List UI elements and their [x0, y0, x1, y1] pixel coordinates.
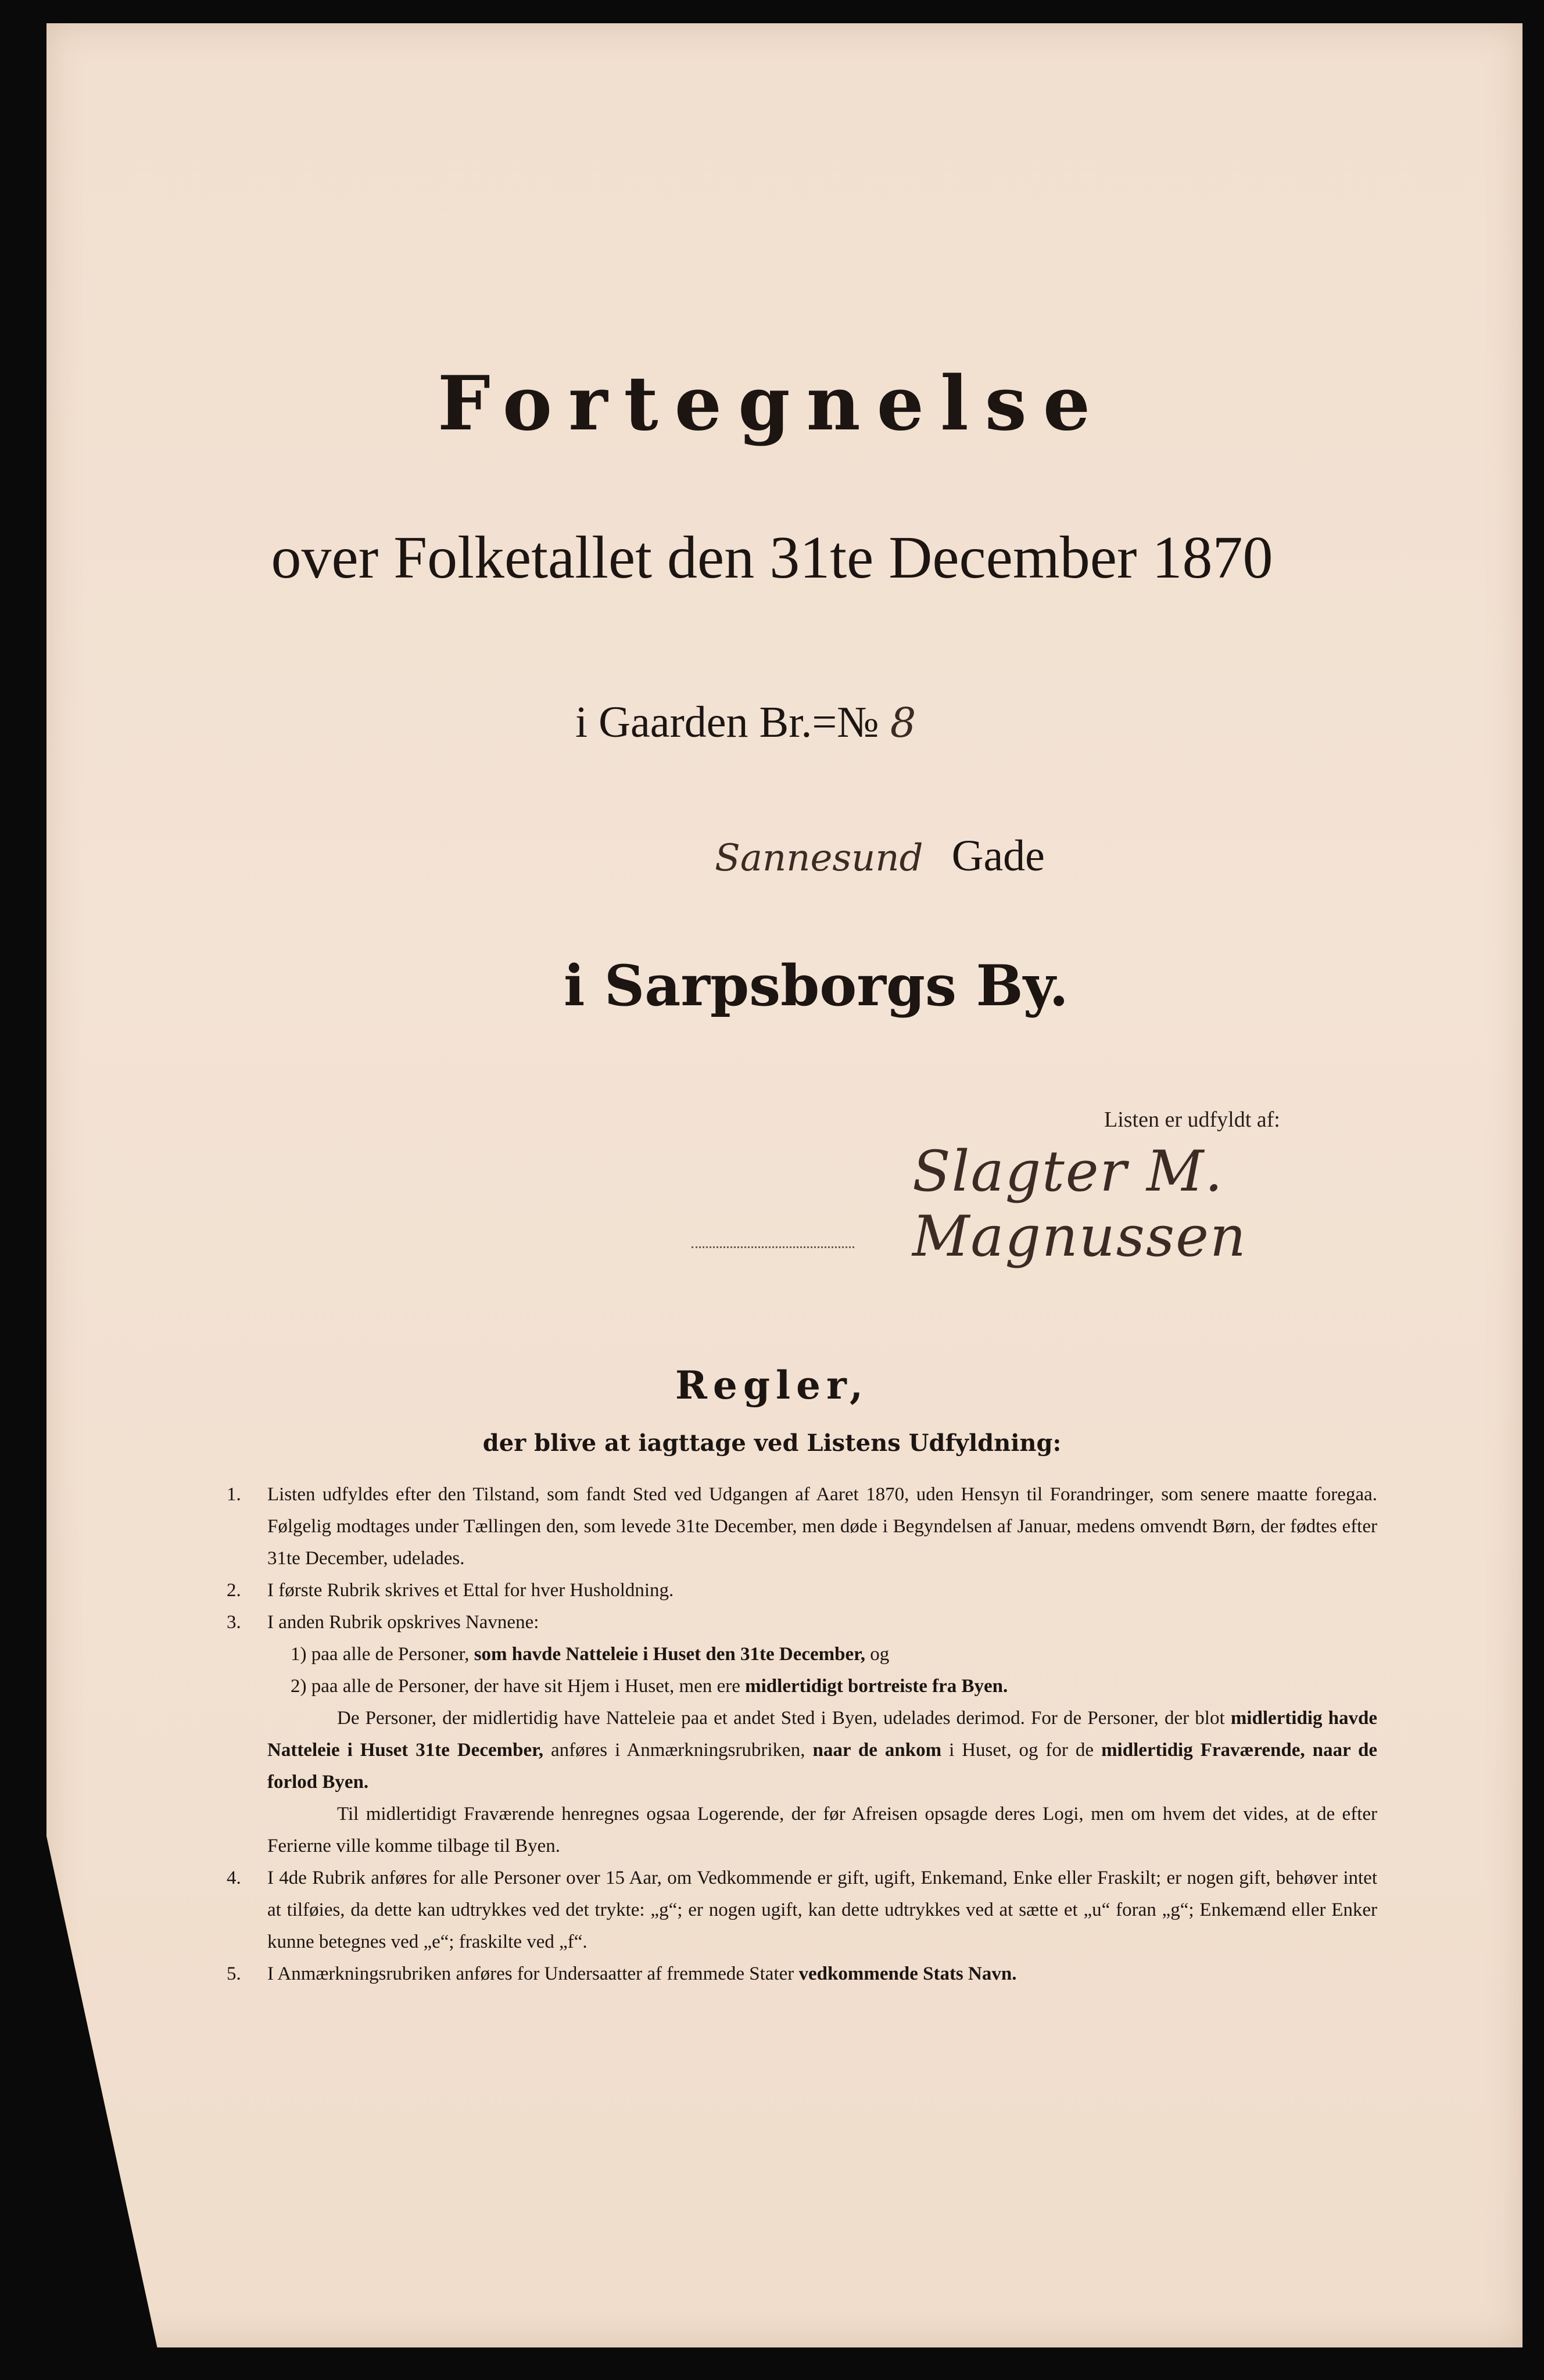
rules-subtitle: der blive at iagttage ved Listens Udfyldning:: [482, 1429, 1062, 1457]
paragraph-emphasis: midlertidig Fraværende, naar de forlod Byen.: [267, 1740, 1378, 1793]
rules-title: Regler,: [675, 1363, 869, 1408]
rule-item: [227, 1862, 1377, 1958]
gaarden-number: 8: [890, 699, 916, 747]
rule-number: 3.: [227, 1612, 241, 1633]
gaarden-label: i Gaarden Br.=№: [575, 698, 879, 747]
rule-number: 4.: [227, 1868, 241, 1888]
filled-by-label: Listen er udfyldt af:: [1104, 1107, 1280, 1132]
paragraph-text: anføres i Anmærkningsrubriken,: [550, 1740, 805, 1761]
city-line: i Sarpsborgs By.: [564, 953, 1069, 1019]
rule-paragraph: [227, 1702, 1377, 1798]
paragraph-text: i Huset, og for de: [949, 1740, 1094, 1761]
subitem-text: 2) paa alle de Personer, der have sit Hjem i Huset, men ere: [291, 1676, 740, 1697]
rule-item: [227, 1575, 1377, 1607]
subitem-text: og: [870, 1644, 890, 1665]
paragraph-emphasis: midlertidig havde Natteleie i Huset 31te December,: [267, 1708, 1377, 1761]
rule-text: [267, 1958, 1377, 1990]
rule-subitem: [227, 1671, 1377, 1702]
street-line: [715, 831, 1045, 881]
handwritten-signature: Slagter M. Magnussen: [912, 1139, 1247, 1269]
rule-item: [227, 1479, 1377, 1575]
street-handwritten: Sannesund: [715, 837, 923, 880]
street-label: Gade: [951, 831, 1045, 880]
subitem-text: 1) paa alle de Personer,: [291, 1644, 470, 1665]
rule-text: I første Rubrik skrives et Ettal for hver Husholdning.: [267, 1580, 674, 1601]
subitem-emphasis: midlertidigt bortreiste fra Byen.: [745, 1676, 1008, 1697]
rule-text-part: I Anmærkningsrubriken anføres for Undersaatter af fremmede Stater: [267, 1963, 794, 1984]
rule-number: 5.: [227, 1963, 241, 1984]
rule-text: I 4de Rubrik anføres for alle Personer over 15 Aar, om Vedkommende er gift, ugift, Enkemand, Enke eller Fraskilt; er nogen gift, behøver intet at tilføies, da dette kan udtrykkes ved det trykte: „g“; er nogen ugift, kan dette udtrykkes ved at sætte et „u“ foran „g“; Enkemænd eller Enker kunne betegnes ved „e“; fraskilte ved „f“.: [267, 1868, 1377, 1952]
rules-list: [227, 1479, 1377, 1990]
rule-item: [227, 1607, 1377, 1639]
rule-paragraph: Til midlertidigt Fraværende henregnes ogsaa Logerende, der før Afreisen opsagde deres Logi, men om hvem det vides, at de efter Ferierne ville komme tilbage til Byen.: [267, 1804, 1377, 1856]
gaarden-line: [575, 697, 916, 748]
rule-text: Listen udfyldes efter den Tilstand, som fandt Sted ved Udgangen af Aaret 1870, uden Hensyn til Forandringer, som senere maatte foregaa. Følgelig modtages under Tællingen den, som levede 31te December, men døde i Begyndelsen af Januar, medens omvendt Børn, der fødtes efter 31te December, udelades.: [267, 1484, 1377, 1569]
rule-subitem: [227, 1639, 1377, 1671]
rule-number: 2.: [227, 1580, 241, 1601]
dotted-divider: [692, 1246, 854, 1248]
paragraph-text: De Personer, der midlertidig have Natteleie paa et andet Sted i Byen, udelades derimod. For de Personer, der blot: [337, 1708, 1225, 1729]
rule-item: [227, 1958, 1377, 1990]
form-subtitle: over Folketallet den 31te December 1870: [271, 524, 1273, 591]
rule-number: 1.: [227, 1484, 241, 1505]
rule-text-emphasis: vedkommende Stats Navn.: [798, 1963, 1017, 1984]
subitem-emphasis: som havde Natteleie i Huset den 31te December,: [474, 1644, 866, 1665]
paragraph-emphasis: naar de ankom: [812, 1740, 942, 1761]
rule-text: I anden Rubrik opskrives Navnene:: [267, 1612, 539, 1633]
form-title: Fortegnelse: [437, 360, 1107, 447]
